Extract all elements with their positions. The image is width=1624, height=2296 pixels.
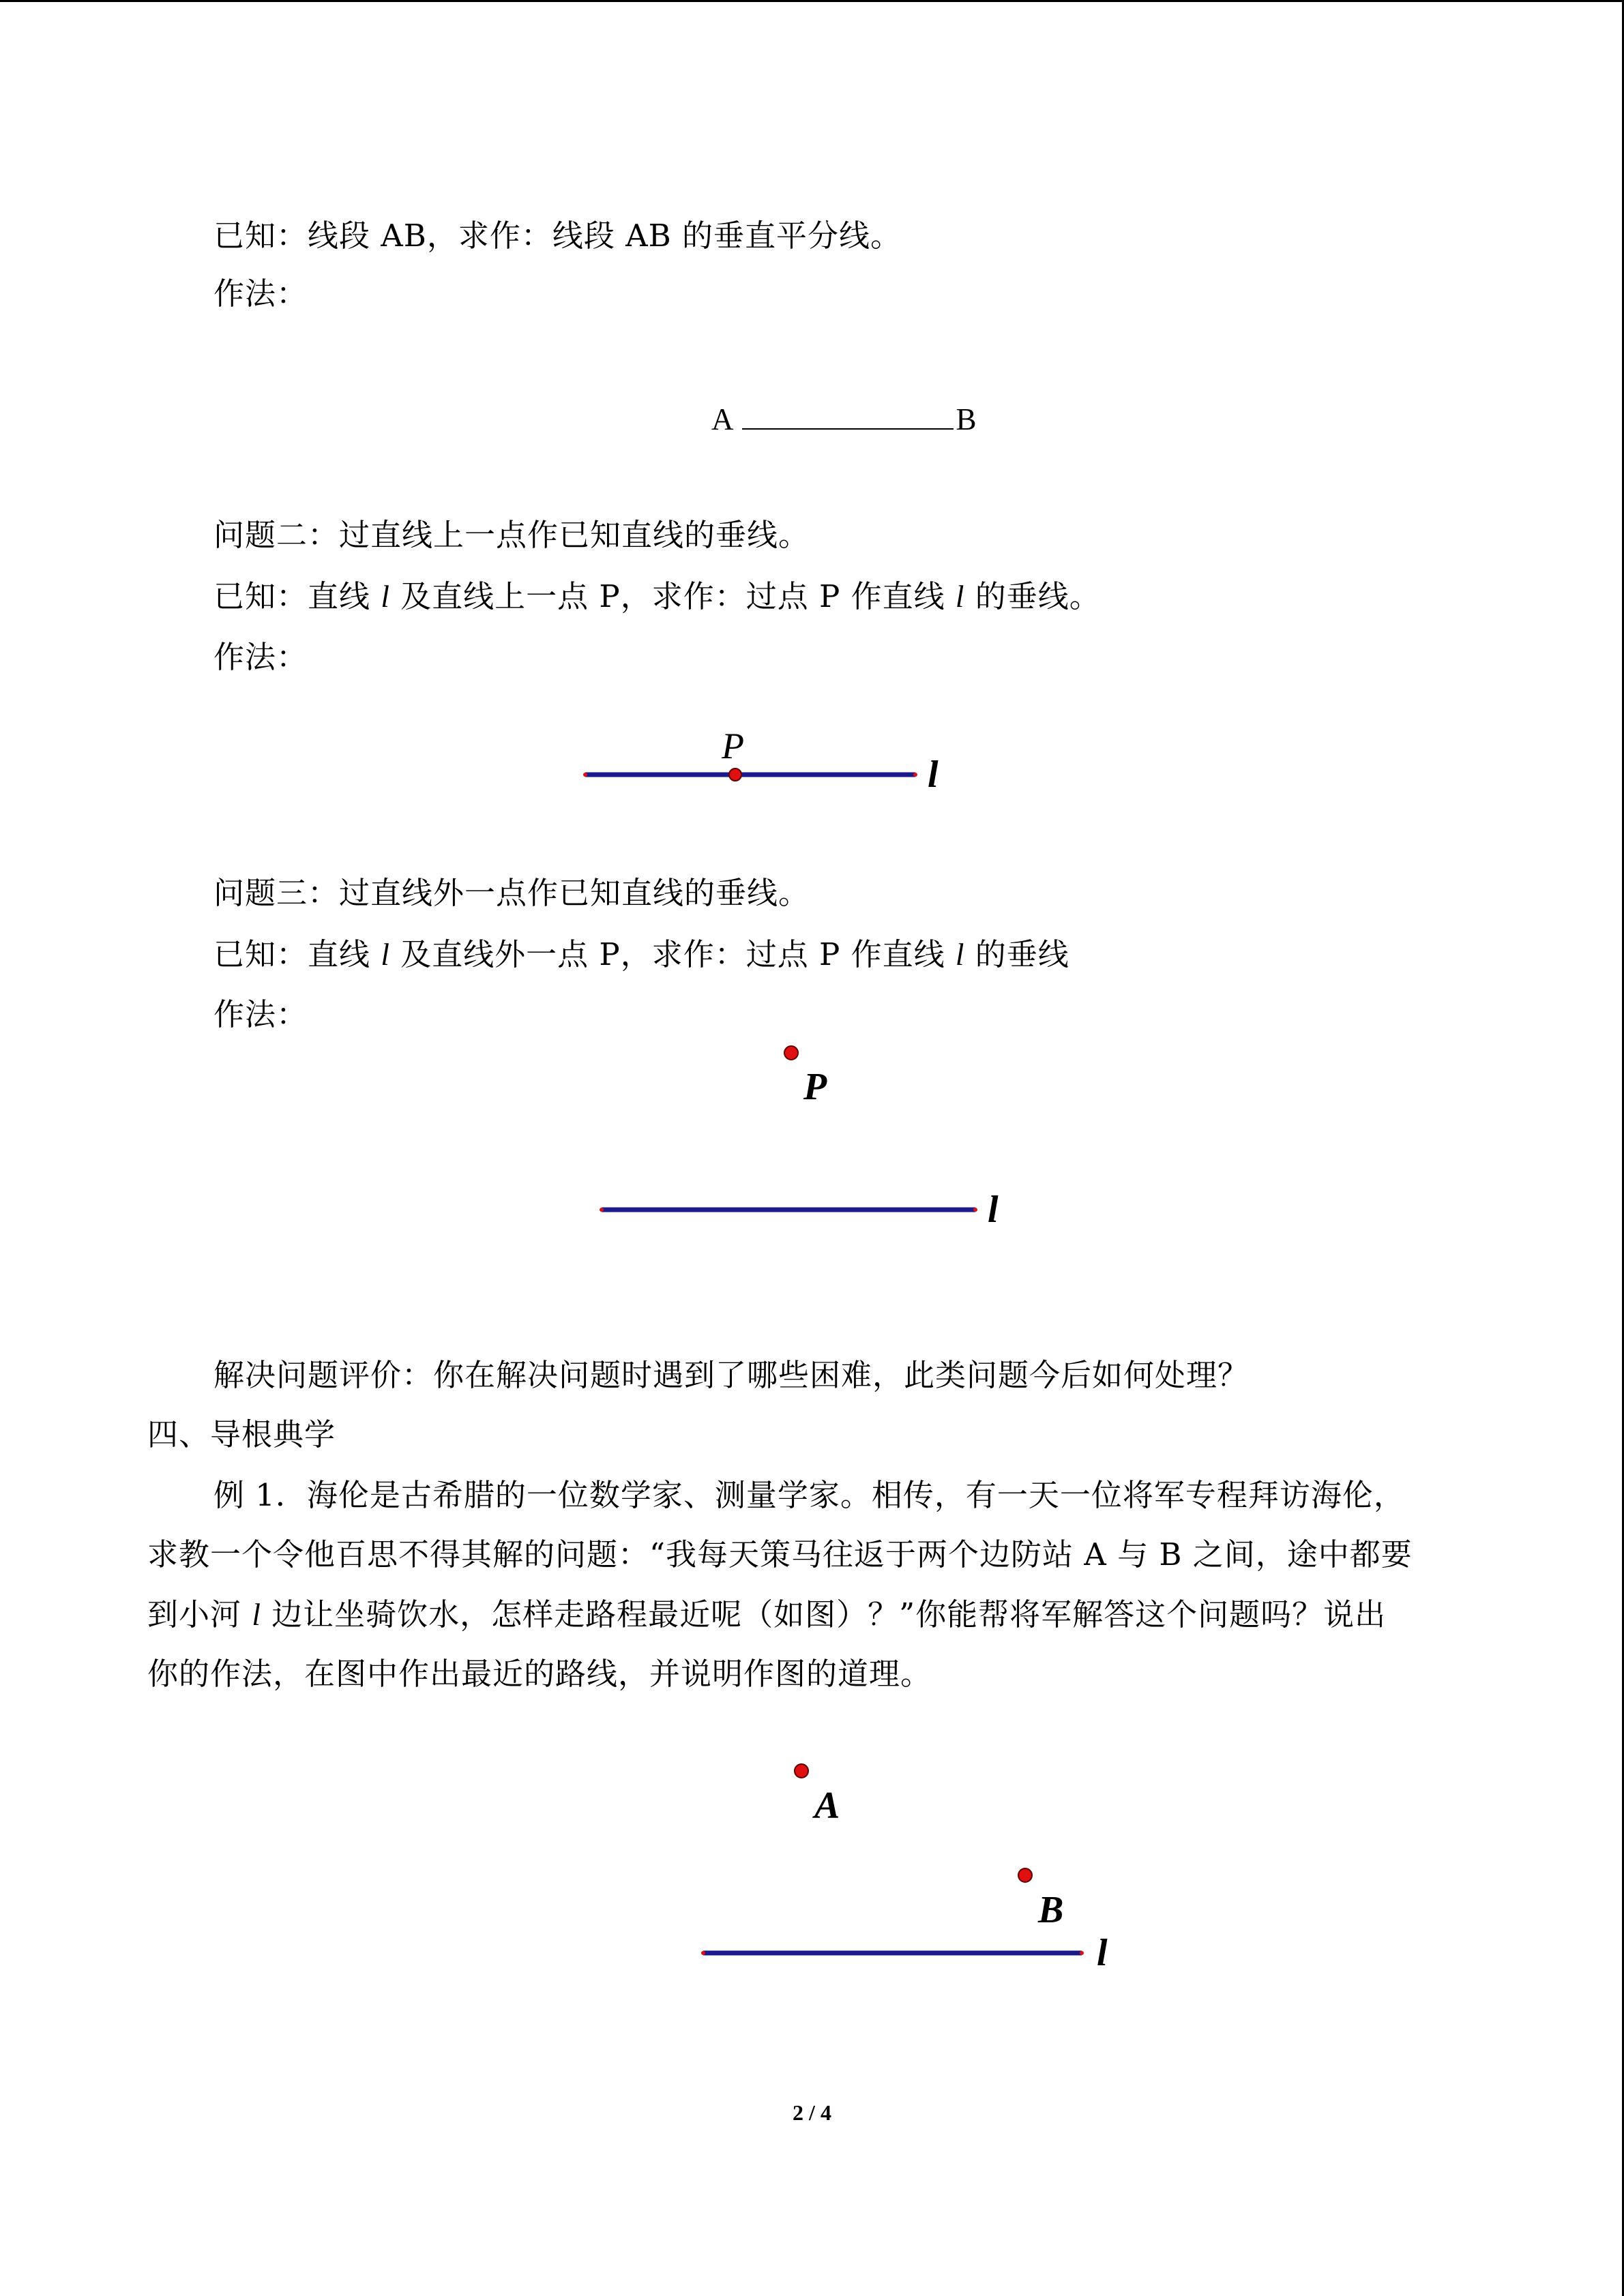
example1-line2: 求教一个令他百思不得其解的问题：“我每天策马往返于两个边防站 A 与 B 之间，途中都要 <box>147 1536 1413 1572</box>
fig-q3-point-off-line <box>593 1037 1016 1241</box>
segment-ab-figure <box>711 399 977 440</box>
q3-title: 问题三：过直线外一点作已知直线的垂线。 <box>213 875 810 911</box>
section-4-heading: 四、导根典学 <box>147 1416 336 1452</box>
page-number: 2 / 4 <box>793 2100 831 2125</box>
fig-q2-point-on-line <box>580 726 962 805</box>
fig-q2-line-end <box>913 773 917 777</box>
fig-q3-line-end <box>600 1208 604 1212</box>
line-l-symbol: l <box>252 1598 261 1632</box>
fig-ex1-line-label: l <box>1097 1932 1108 1974</box>
line-l-symbol: l <box>955 938 965 972</box>
fig-q3-point-label: P <box>803 1066 827 1108</box>
evaluation-text: 解决问题评价：你在解决问题时遇到了哪些困难，此类问题今后如何处理？ <box>213 1357 1250 1393</box>
fig-ex1-line-end <box>1080 1951 1084 1955</box>
line-l-symbol: l <box>381 580 390 614</box>
fig-example1-river <box>696 1746 1160 1984</box>
segment-label-a: A <box>711 402 734 436</box>
fig-ex1-label-a: A <box>814 1785 840 1827</box>
fig-q2-line-label: l <box>928 754 939 796</box>
fig-q3-line-end <box>973 1208 977 1212</box>
example1-line4: 你的作法，在图中作出最近的路线，并说明作图的道理。 <box>147 1656 932 1692</box>
example1-line3: 到小河 l 边让坐骑饮水，怎样走路程最近呢（如图）？”你能帮将军解答这个问题吗？说出 <box>147 1596 1387 1632</box>
p1-method-label: 作法： <box>213 275 308 312</box>
segment-ab-blank <box>742 401 954 430</box>
fig-ex1-point-a <box>795 1764 808 1778</box>
segment-label-b: B <box>956 402 977 436</box>
page-border-top <box>0 0 1624 2</box>
q2-known-text: 已知：直线 l 及直线上一点 P，求作：过点 P 作直线 l 的垂线。 <box>213 578 1101 614</box>
q2-method-label: 作法： <box>213 639 308 675</box>
line-l-symbol: l <box>381 938 390 972</box>
fig-q3-line-label: l <box>988 1189 999 1231</box>
q2-title: 问题二：过直线上一点作已知直线的垂线。 <box>213 517 810 553</box>
fig-q2-point <box>729 769 741 781</box>
example1-line1: 例 1．海伦是古希腊的一位数学家、测量学家。相传，有一天一位将军专程拜访海伦， <box>213 1477 1405 1513</box>
p1-known-text: 已知：线段 AB，求作：线段 AB 的垂直平分线。 <box>213 218 902 254</box>
fig-ex1-line-end <box>701 1951 705 1955</box>
fig-q2-line-end <box>583 773 587 777</box>
fig-ex1-point-b <box>1018 1868 1032 1882</box>
q3-method-label: 作法： <box>213 996 308 1032</box>
line-l-symbol: l <box>955 580 965 614</box>
fig-q2-point-label: P <box>722 726 744 766</box>
fig-q3-point <box>784 1046 798 1060</box>
fig-ex1-label-b: B <box>1038 1889 1064 1931</box>
q3-known-text: 已知：直线 l 及直线外一点 P，求作：过点 P 作直线 l 的垂线 <box>213 936 1069 972</box>
